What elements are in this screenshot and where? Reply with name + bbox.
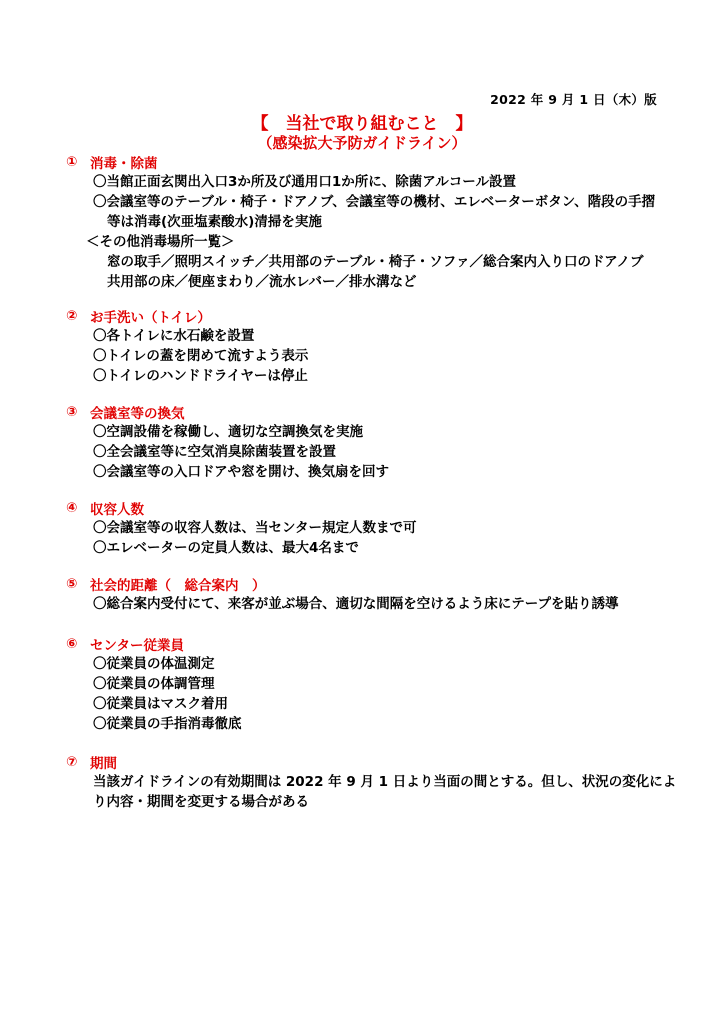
section-heading bbox=[66, 634, 666, 654]
section-number: ② bbox=[66, 308, 78, 324]
period-text-line: り内容・期間を変更する場合がある bbox=[93, 794, 309, 810]
sublist-item: 窓の取手／照明スイッチ／共用部のテーブル・椅子・ソファ／総合案内入り口のドアノブ bbox=[107, 254, 644, 270]
section-restroom bbox=[66, 306, 666, 386]
period-text-line: 当該ガイドラインの有効期間は 2022 年 9 月 1 日より当面の間とする。但し、状況の変化によ bbox=[93, 774, 677, 790]
page-title: 【 当社で取り組むこと 】 bbox=[251, 114, 473, 134]
section-heading bbox=[66, 306, 666, 326]
section-number: ⑦ bbox=[66, 754, 78, 770]
list-item: 〇エレベーターの定員人数は、最大4名まで bbox=[93, 540, 359, 556]
list-item: 〇トイレのハンドドライヤーは停止 bbox=[93, 368, 308, 384]
section-disinfection bbox=[66, 152, 666, 292]
section-heading bbox=[66, 152, 666, 172]
section-heading bbox=[66, 402, 666, 422]
edition-date: 2022 年 9 月 1 日（木）版 bbox=[490, 92, 657, 107]
section-title: 消毒・除菌 bbox=[90, 156, 158, 172]
list-item: 〇従業員の体温測定 bbox=[93, 656, 215, 672]
section-social-distance bbox=[66, 574, 666, 614]
section-period bbox=[66, 752, 677, 812]
section-heading bbox=[66, 498, 666, 518]
page-subtitle: （感染拡大予防ガイドライン） bbox=[257, 134, 467, 152]
section-number: ① bbox=[66, 154, 78, 170]
list-item: 〇当館正面玄関出入口3か所及び通用口1か所に、除菌アルコール設置 bbox=[93, 174, 516, 190]
section-title: センター従業員 bbox=[90, 638, 184, 654]
list-item: 〇各トイレに水石鹸を設置 bbox=[93, 328, 255, 344]
section-staff bbox=[66, 634, 666, 734]
section-number: ④ bbox=[66, 500, 78, 516]
list-item-continuation: 等は消毒(次亜塩素酸水)清掃を実施 bbox=[107, 214, 322, 230]
section-title: 会議室等の換気 bbox=[90, 406, 185, 422]
list-item: 〇空調設備を稼働し、適切な空調換気を実施 bbox=[93, 424, 363, 440]
section-title: 収容人数 bbox=[90, 502, 144, 518]
section-number: ⑥ bbox=[66, 636, 78, 652]
section-ventilation bbox=[66, 402, 666, 482]
section-number: ⑤ bbox=[66, 576, 78, 592]
section-title: 社会的距離（ 総合案内 ） bbox=[90, 578, 266, 594]
list-item: 〇総合案内受付にて、来客が並ぶ場合、適切な間隔を空けるよう床にテープを貼り誘導 bbox=[93, 596, 619, 612]
list-item: 〇会議室等の入口ドアや窓を開け、換気扇を回す bbox=[93, 464, 390, 480]
list-item: 〇従業員はマスク着用 bbox=[93, 696, 228, 712]
section-heading bbox=[66, 574, 666, 594]
section-capacity bbox=[66, 498, 666, 558]
section-title: お手洗い（トイレ） bbox=[90, 310, 211, 326]
sublist-heading: ＜その他消毒場所一覧＞ bbox=[86, 234, 235, 250]
section-number: ③ bbox=[66, 404, 78, 420]
list-item: 〇従業員の手指消毒徹底 bbox=[93, 716, 242, 732]
sublist-item: 共用部の床／便座まわり／流水レバー／排水溝など bbox=[107, 274, 417, 290]
section-heading bbox=[66, 752, 666, 772]
list-item: 〇会議室等の収容人数は、当センター規定人数まで可 bbox=[93, 520, 417, 536]
list-item: 〇トイレの蓋を閉めて流すよう表示 bbox=[93, 348, 309, 364]
list-item: 〇会議室等のテーブル・椅子・ドアノブ、会議室等の機材、エレベーターボタン、階段の手摺 bbox=[93, 194, 656, 210]
list-item: 〇従業員の体調管理 bbox=[93, 676, 215, 692]
section-title: 期間 bbox=[90, 756, 117, 772]
list-item: 〇全会議室等に空気消臭除菌装置を設置 bbox=[93, 444, 336, 460]
